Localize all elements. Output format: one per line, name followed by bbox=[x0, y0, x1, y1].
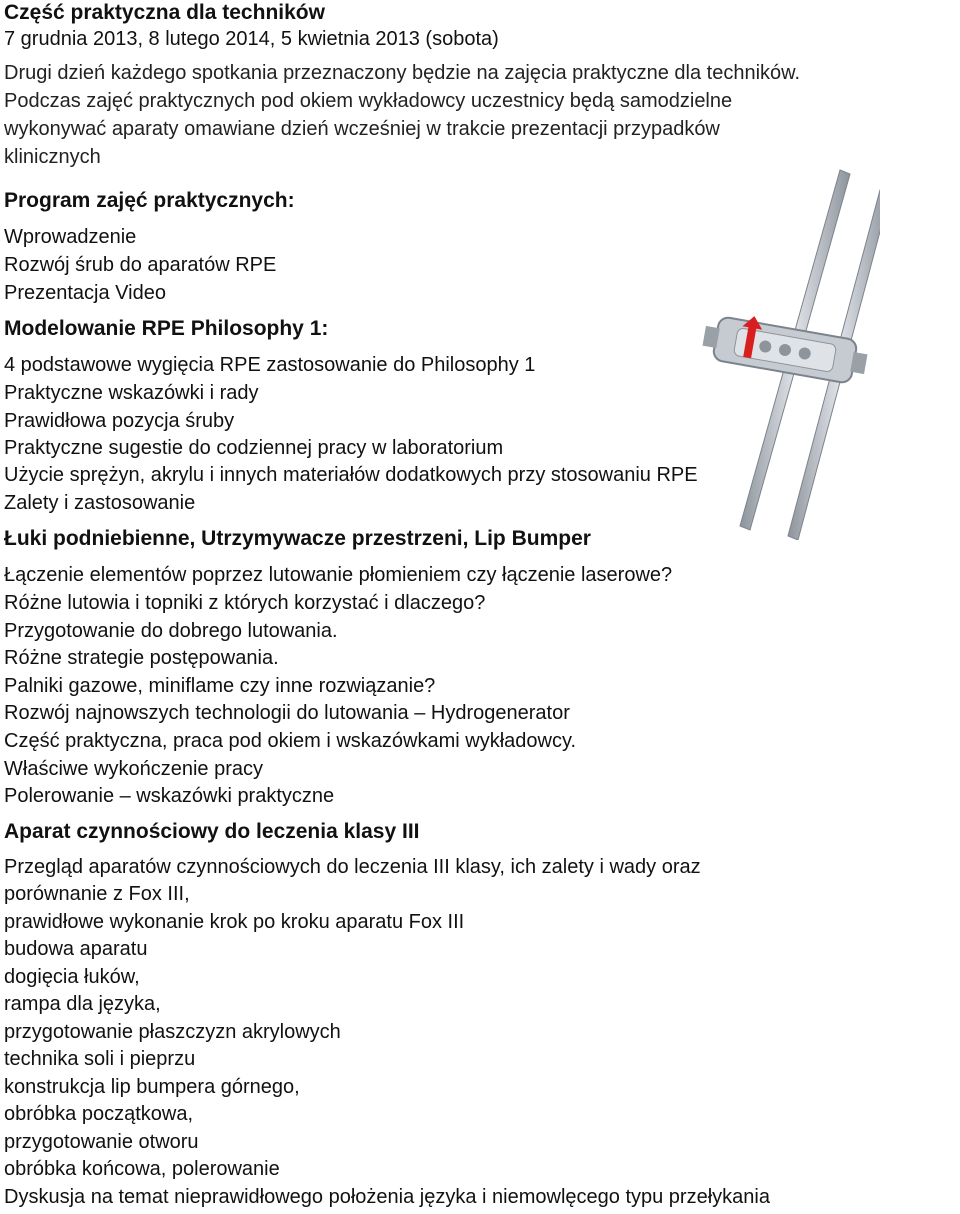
rpe-item: 4 podstawowe wygięcia RPE zastosowanie do Philosophy 1 bbox=[4, 354, 536, 376]
aparat-item: prawidłowe wykonanie krok po kroku aparatu Fox III bbox=[4, 911, 465, 933]
rpe-item: Użycie sprężyn, akrylu i innych materiałów dodatkowych przy stosowaniu RPE bbox=[4, 464, 698, 486]
program-heading: Program zajęć praktycznych: bbox=[4, 189, 295, 212]
dates: 7 grudnia 2013, 8 lutego 2014, 5 kwietnia 2013 (sobota) bbox=[4, 28, 499, 50]
aparat-item: obróbka końcowa, polerowanie bbox=[4, 1158, 280, 1180]
intro-line: wykonywać aparaty omawiane dzień wcześniej w trakcie prezentacji przypadków bbox=[4, 118, 720, 140]
luki-item: Przygotowanie do dobrego lutowania. bbox=[4, 620, 338, 642]
aparat-item: porównanie z Fox III, bbox=[4, 883, 190, 905]
aparat-item: budowa aparatu bbox=[4, 938, 148, 960]
luki-item: Łączenie elementów poprzez lutowanie płomieniem czy łączenie laserowe? bbox=[4, 564, 673, 586]
aparat-item: konstrukcja lip bumpera górnego, bbox=[4, 1076, 300, 1098]
aparat-item: dogięcia łuków, bbox=[4, 966, 140, 988]
luki-item: Część praktyczna, praca pod okiem i wskazówkami wykładowcy. bbox=[4, 730, 577, 752]
intro-line: klinicznych bbox=[4, 146, 101, 168]
section-title: Część praktyczna dla techników bbox=[4, 1, 325, 24]
aparat-item: Dyskusja na temat nieprawidłowego położenia języka i niemowlęcego typu przełykania bbox=[4, 1186, 770, 1208]
luki-item: Różne lutowia i topniki z których korzystać i dlaczego? bbox=[4, 592, 486, 614]
intro-line: Podczas zajęć praktycznych pod okiem wykładowcy uczestnicy będą samodzielne bbox=[4, 90, 733, 112]
rpe-item: Prawidłowa pozycja śruby bbox=[4, 410, 235, 432]
luki-item: Rozwój najnowszych technologii do lutowania – Hydrogenerator bbox=[4, 702, 570, 724]
rpe-item: Praktyczne wskazówki i rady bbox=[4, 382, 259, 404]
program-item: Rozwój śrub do aparatów RPE bbox=[4, 254, 277, 276]
luki-item: Właściwe wykończenie pracy bbox=[4, 758, 263, 780]
aparat-heading: Aparat czynnościowy do leczenia klasy III bbox=[4, 820, 420, 843]
aparat-item: technika soli i pieprzu bbox=[4, 1048, 196, 1070]
intro-line: Drugi dzień każdego spotkania przeznaczony będzie na zajęcia praktyczne dla techników. bbox=[4, 62, 801, 84]
luki-item: Różne strategie postępowania. bbox=[4, 647, 279, 669]
aparat-item: rampa dla języka, bbox=[4, 993, 161, 1015]
rpe-expansion-screw-icon bbox=[690, 160, 880, 540]
aparat-item: przygotowanie otworu bbox=[4, 1131, 199, 1153]
aparat-item: obróbka początkowa, bbox=[4, 1103, 194, 1125]
aparat-item: Przegląd aparatów czynnościowych do leczenia III klasy, ich zalety i wady oraz bbox=[4, 856, 701, 878]
rpe-item: Praktyczne sugestie do codziennej pracy w laboratorium bbox=[4, 437, 504, 459]
luki-item: Polerowanie – wskazówki praktyczne bbox=[4, 785, 335, 807]
program-item: Wprowadzenie bbox=[4, 226, 137, 248]
aparat-item: przygotowanie płaszczyzn akrylowych bbox=[4, 1021, 341, 1043]
rpe-item: Zalety i zastosowanie bbox=[4, 492, 196, 514]
program-item: Prezentacja Video bbox=[4, 282, 166, 304]
luki-item: Palniki gazowe, miniflame czy inne rozwiązanie? bbox=[4, 675, 436, 697]
rpe-heading: Modelowanie RPE Philosophy 1: bbox=[4, 317, 329, 340]
luki-heading: Łuki podniebienne, Utrzymywacze przestrzeni, Lip Bumper bbox=[4, 527, 591, 550]
